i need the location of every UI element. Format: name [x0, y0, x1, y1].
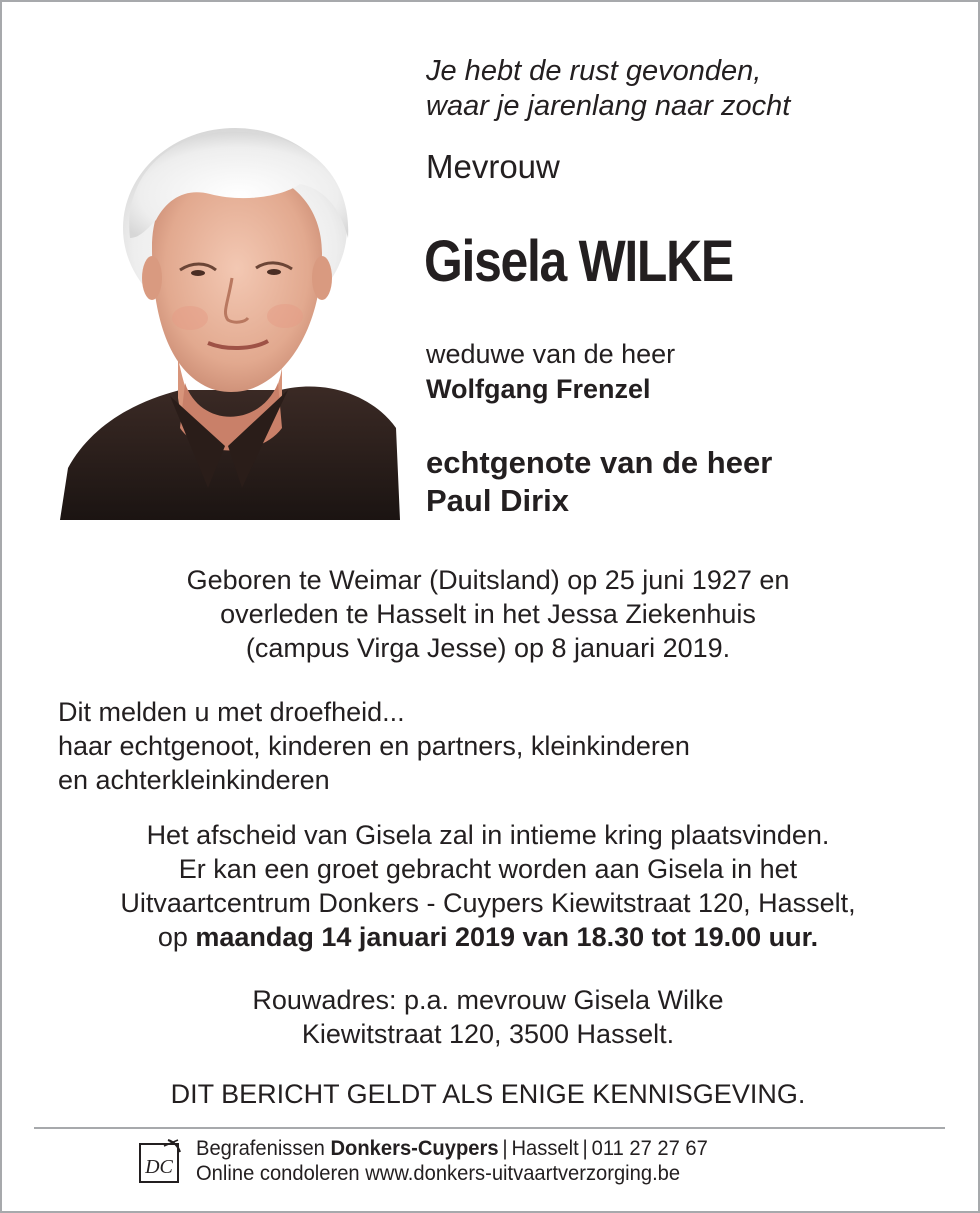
widow-name: Wolfgang Frenzel	[426, 374, 651, 404]
sole-notice: DIT BERICHT GELDT ALS ENIGE KENNISGEVING.	[170, 1079, 806, 1109]
deceased-name: Gisela WILKE	[424, 229, 733, 294]
spouse-name: Paul Dirix	[426, 483, 569, 518]
farewell-line-4	[0, 920, 976, 954]
spouse-of	[426, 444, 772, 520]
logo-initials: DC	[145, 1156, 173, 1178]
footer-line-2	[196, 1161, 708, 1186]
birth-death-details	[0, 563, 976, 665]
farewell-date-time: maandag 14 januari 2019 van 18.30 tot 19.00 uur.	[195, 922, 819, 952]
footer-company: Donkers-Cuypers	[330, 1137, 499, 1160]
announce-line-2: haar echtgenoot, kinderen en partners, kleinkinderen	[58, 731, 690, 761]
announce-line-3: en achterkleinkinderen	[58, 765, 330, 795]
farewell-line-3: Uitvaartcentrum Donkers - Cuypers Kiewitstraat 120, Hasselt,	[120, 888, 856, 918]
footer-online-label: Online condoleren	[196, 1162, 360, 1185]
footer-prefix: Begrafenissen	[196, 1137, 331, 1160]
widow-intro: weduwe van de heer	[426, 339, 676, 369]
farewell-date-prefix: op	[157, 922, 196, 952]
footer-line-1	[196, 1136, 708, 1161]
footer-separator: |	[582, 1137, 588, 1160]
footer-phone: 011 27 27 67	[591, 1137, 708, 1160]
quote-line-2: waar je jarenlang naar zocht	[426, 90, 791, 122]
born-line-1: Geboren te Weimar (Duitsland) op 25 juni 1927 en	[186, 565, 790, 595]
footer-divider	[34, 1127, 945, 1129]
farewell-line-2: Er kan een groet gebracht worden aan Gisela in het	[178, 854, 798, 884]
quote-line-1: Je hebt de rust gevonden,	[426, 55, 762, 87]
footer-separator: |	[502, 1137, 508, 1160]
farewell-line-1: Het afscheid van Gisela zal in intieme kring plaatsvinden.	[146, 820, 830, 850]
born-line-3: (campus Virga Jesse) op 8 januari 2019.	[245, 633, 731, 663]
portrait-photo	[60, 128, 400, 520]
family-announcement	[58, 695, 958, 797]
address-line-2: Kiewitstraat 120, 3500 Hasselt.	[301, 1019, 675, 1049]
honorific-title: Mevrouw	[426, 148, 560, 185]
born-line-2: overleden te Hasselt in het Jessa Ziekenhuis	[220, 599, 756, 629]
announce-line-1: Dit melden u met droefheid...	[58, 697, 405, 727]
funeral-home-footer	[196, 1136, 708, 1186]
address-line-1: Rouwadres: p.a. mevrouw Gisela Wilke	[252, 985, 724, 1015]
spouse-intro: echtgenote van de heer	[426, 445, 773, 480]
farewell-details	[0, 818, 976, 954]
funeral-home-logo	[138, 1138, 182, 1186]
memorial-quote	[426, 54, 790, 124]
footer-website-link[interactable]: www.donkers-uitvaartverzorging.be	[365, 1162, 681, 1185]
mourning-address	[0, 983, 976, 1051]
widow-of	[426, 337, 675, 407]
footer-city: Hasselt	[511, 1137, 579, 1160]
